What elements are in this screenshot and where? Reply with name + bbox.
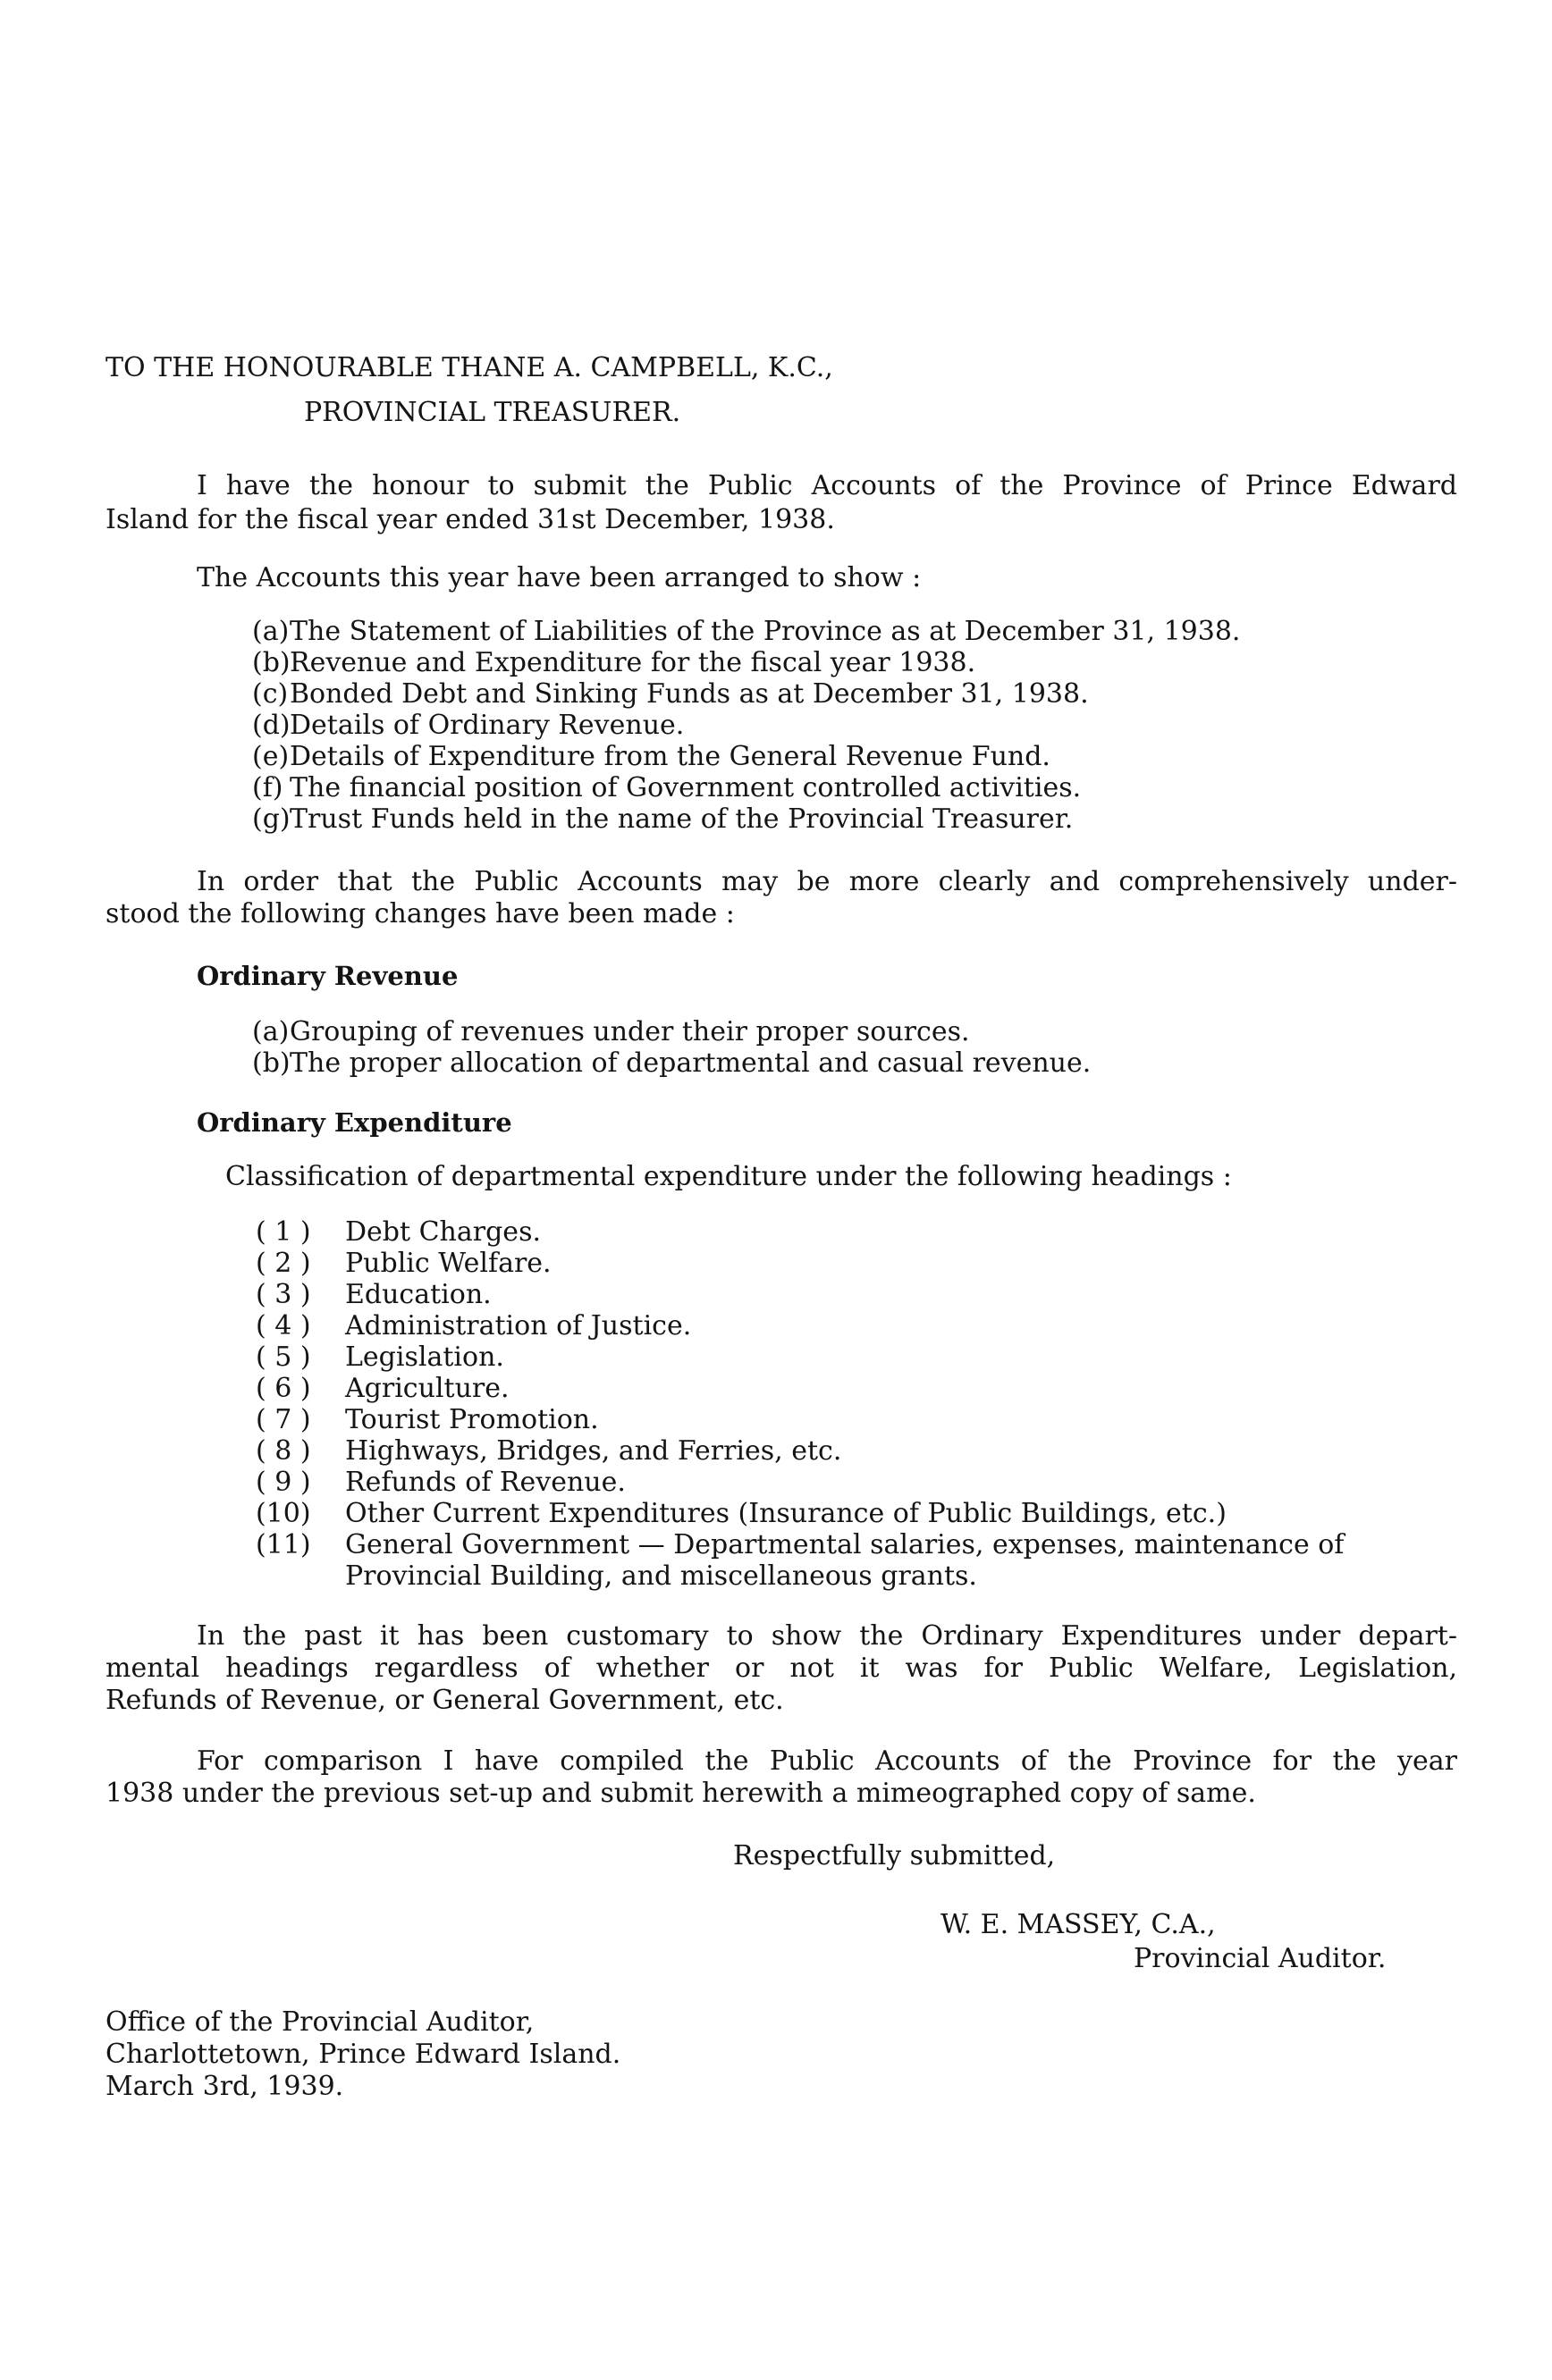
- list-item-text: The Statement of Liabilities of the Province as at December 31, 1938.: [290, 616, 1241, 647]
- comparison-line-1: For comparison I have compiled the Public Accounts of the Province for the year: [197, 1745, 1457, 1777]
- list-item-continuation: Provincial Building, and miscellaneous grants.: [345, 1560, 977, 1592]
- list-item: [256, 1529, 1345, 1560]
- list-marker: ( 9 ): [256, 1467, 311, 1498]
- closing: Respectfully submitted,: [733, 1840, 1056, 1871]
- expenditure-intro: Classification of departmental expenditure under the following headings :: [225, 1161, 1232, 1192]
- list-marker: (a): [252, 616, 290, 647]
- addressee-title: PROVINCIAL TREASURER.: [304, 397, 681, 428]
- addressee-line: TO THE HONOURABLE THANE A. CAMPBELL, K.C.,: [105, 352, 833, 383]
- list-item-text: Other Current Expenditures (Insurance of Public Buildings, etc.): [345, 1498, 1227, 1529]
- past-line-3: Refunds of Revenue, or General Government, etc.: [105, 1685, 784, 1716]
- list-marker: ( 4 ): [256, 1310, 311, 1341]
- list-item-text: Tourist Promotion.: [345, 1404, 599, 1435]
- list-item: [256, 1435, 842, 1467]
- list-item-text: Bonded Debt and Sinking Funds as at December 31, 1938.: [290, 678, 1089, 710]
- intro-line-1: I have the honour to submit the Public Accounts of the Province of Prince Edward: [197, 470, 1457, 501]
- list-item-text: Details of Ordinary Revenue.: [290, 710, 685, 741]
- list-item: [256, 1310, 692, 1341]
- list-item: [252, 741, 1050, 772]
- list-item-text: Debt Charges.: [345, 1216, 541, 1248]
- list-item: [252, 678, 1089, 710]
- list-item: [256, 1375, 510, 1402]
- changes-line-2: stood the following changes have been made :: [105, 898, 735, 929]
- list-marker: (10): [256, 1498, 311, 1529]
- list-item: [252, 712, 684, 739]
- list-item-text: General Government — Departmental salaries, expenses, maintenance of: [345, 1529, 1345, 1560]
- list-marker: (g): [252, 803, 291, 835]
- list-item-text: The financial position of Government controlled activities.: [290, 772, 1082, 803]
- list-item: [256, 1498, 1227, 1529]
- past-line-1: In the past it has been customary to show the Ordinary Expenditures under depart-: [197, 1620, 1457, 1652]
- signatory-title: Provincial Auditor.: [1134, 1943, 1387, 1974]
- list-item-text: Trust Funds held in the name of the Provincial Treasurer.: [290, 803, 1074, 835]
- list-marker: (b): [252, 647, 291, 678]
- list-marker: ( 3 ): [256, 1279, 311, 1310]
- list-marker: ( 1 ): [256, 1216, 311, 1248]
- list-marker: (c): [252, 678, 289, 710]
- ordinary-expenditure-heading: Ordinary Expenditure: [197, 1107, 512, 1138]
- list-item: [252, 647, 976, 678]
- list-marker: (11): [256, 1529, 311, 1560]
- list-item: [252, 803, 1074, 835]
- list-marker: ( 5 ): [256, 1341, 311, 1373]
- list-item: [256, 1404, 599, 1435]
- list-item-text: Revenue and Expenditure for the fiscal year 1938.: [290, 647, 976, 678]
- list-marker: (d): [252, 710, 291, 741]
- ordinary-revenue-heading: Ordinary Revenue: [197, 961, 459, 991]
- changes-line-1: In order that the Public Accounts may be more clearly and comprehensively under-: [197, 866, 1457, 897]
- list-marker: (a): [252, 1016, 290, 1047]
- arranged-intro: The Accounts this year have been arranged to show :: [197, 562, 922, 593]
- list-marker: ( 7 ): [256, 1404, 311, 1435]
- list-item: [252, 772, 1082, 803]
- office-line-2: Charlottetown, Prince Edward Island.: [105, 2039, 621, 2070]
- list-item-text: The proper allocation of departmental and casual revenue.: [290, 1047, 1092, 1079]
- list-item: [256, 1341, 504, 1373]
- list-item-text: Highways, Bridges, and Ferries, etc.: [345, 1435, 842, 1467]
- list-marker: (b): [252, 1047, 291, 1079]
- past-line-2: mental headings regardless of whether or not it was for Public Welfare, Legislation,: [105, 1653, 1457, 1684]
- list-item-text: Details of Expenditure from the General Revenue Fund.: [290, 741, 1050, 772]
- list-item-text: Agriculture.: [345, 1373, 510, 1404]
- list-item: [256, 1250, 552, 1277]
- office-date: March 3rd, 1939.: [105, 2071, 344, 2102]
- list-item: [256, 1216, 541, 1248]
- list-item-text: Legislation.: [345, 1341, 504, 1373]
- list-item: [256, 1279, 492, 1310]
- list-marker: (e): [252, 741, 290, 772]
- office-line-1: Office of the Provincial Auditor,: [105, 2006, 535, 2038]
- comparison-line-2: 1938 under the previous set-up and submit herewith a mimeographed copy of same.: [105, 1778, 1256, 1809]
- list-item-text: Public Welfare.: [345, 1248, 552, 1279]
- list-item: [252, 1016, 970, 1047]
- list-item-text: Administration of Justice.: [345, 1310, 692, 1341]
- list-item: [252, 618, 1240, 645]
- list-marker: ( 2 ): [256, 1248, 311, 1279]
- list-marker: ( 6 ): [256, 1373, 311, 1404]
- list-item-text: Education.: [345, 1279, 492, 1310]
- signatory-name: W. E. MASSEY, C.A.,: [940, 1909, 1216, 1940]
- intro-line-2: Island for the fiscal year ended 31st December, 1938.: [105, 504, 835, 535]
- list-item: [256, 1469, 626, 1496]
- list-marker: ( 8 ): [256, 1435, 311, 1467]
- list-marker: (f): [252, 772, 283, 803]
- list-item-text: Grouping of revenues under their proper sources.: [290, 1016, 970, 1047]
- list-item: [252, 1047, 1092, 1079]
- list-item-text: Refunds of Revenue.: [345, 1467, 626, 1498]
